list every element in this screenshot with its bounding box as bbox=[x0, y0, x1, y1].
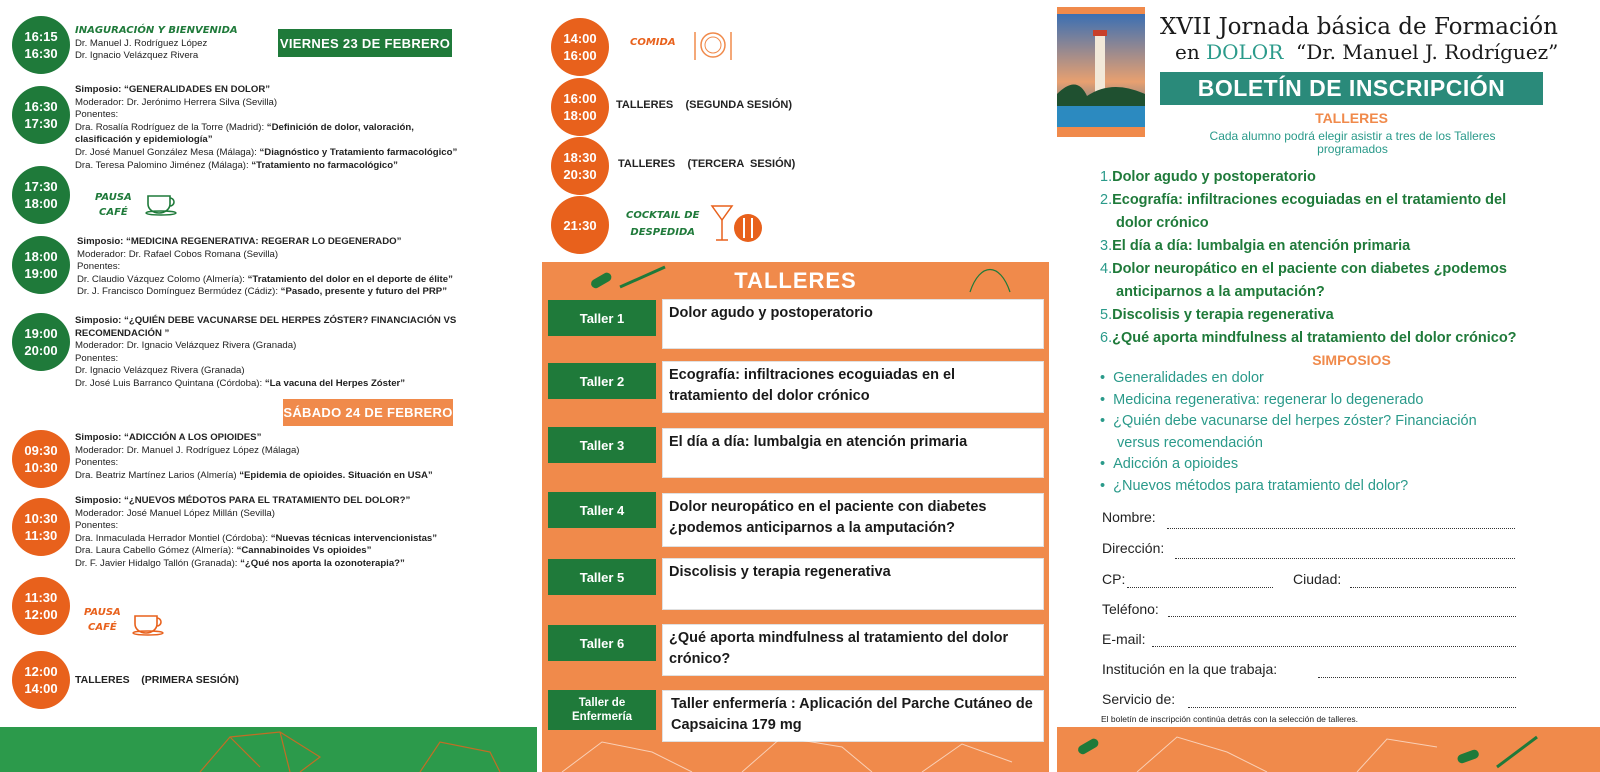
end-time: 10:30 bbox=[24, 460, 58, 475]
talk-line bbox=[75, 545, 437, 558]
decorative-pattern bbox=[1057, 727, 1600, 772]
event-title: Simposio: “GENERALIDADES EN DOLOR” bbox=[75, 84, 271, 95]
start-time: 14:00 bbox=[563, 31, 597, 46]
header-dr: “Dr. Manuel J. Rodríguez” bbox=[1283, 40, 1559, 64]
time-bubble bbox=[12, 313, 70, 371]
item-text-cont: versus recomendación bbox=[1117, 434, 1263, 451]
registration-banner: BOLETÍN DE INSCRIPCIÓN bbox=[1160, 72, 1543, 105]
end-time: 12:00 bbox=[24, 607, 58, 622]
list-item: • ¿Quién debe vacunarse del herpes zóster? Financiación bbox=[1100, 413, 1477, 429]
note-line: programados bbox=[1317, 142, 1388, 156]
end-time: 20:00 bbox=[24, 343, 58, 358]
item-number: 4. bbox=[1100, 261, 1113, 277]
cp-label: CP: bbox=[1102, 571, 1126, 587]
start-time: 18:00 bbox=[24, 249, 58, 264]
talleres-note bbox=[1145, 130, 1560, 156]
start-time: 18:30 bbox=[563, 150, 597, 165]
event-block bbox=[77, 236, 453, 299]
speaker: Dra. Inmaculada Herrador Montiel (Córdoba): bbox=[75, 532, 271, 544]
event-line: Moderador: Dr. Ignacio Velázquez Rivera (Granada) bbox=[75, 340, 297, 352]
taller-description: Taller enfermería : Aplicación del Parche Cutáneo de Capsaicina 179 mg bbox=[662, 690, 1044, 742]
saturday-banner: SÁBADO 24 DE FEBRERO bbox=[283, 399, 453, 426]
event-title: INAGURACIÓN Y BIENVENIDA bbox=[75, 25, 238, 36]
time-bubble bbox=[12, 430, 70, 488]
time-bubble bbox=[551, 137, 609, 195]
event-title-cont: RECOMENDACIÓN ” bbox=[75, 327, 170, 339]
event-line: Ponentes: bbox=[75, 520, 119, 532]
talk-line bbox=[77, 274, 453, 287]
list-item bbox=[1100, 166, 1517, 189]
talk-title: “Tratamiento no farmacológico” bbox=[251, 159, 398, 171]
start-time: 16:00 bbox=[563, 91, 597, 106]
taller-label: Taller de Enfermería bbox=[548, 690, 656, 730]
item-number: 5. bbox=[1100, 307, 1113, 323]
item-number: 2. bbox=[1100, 192, 1113, 208]
pause-word: PAUSA bbox=[95, 192, 132, 203]
event-line: Moderador: José Manuel López Millán (Sevilla) bbox=[75, 507, 275, 519]
address-label: Dirección: bbox=[1102, 540, 1165, 556]
talk-line bbox=[77, 286, 453, 299]
cocktail-word: COCKTAIL DE bbox=[626, 210, 700, 221]
item-text: ¿Qué aporta mindfulness al tratamiento del dolor crónico? bbox=[1112, 330, 1517, 346]
service-label: Servicio de: bbox=[1102, 691, 1176, 707]
time-bubble bbox=[551, 18, 609, 76]
talk-title: clasificación y epidemiología” bbox=[75, 134, 213, 146]
taller-label: Taller 4 bbox=[548, 492, 656, 528]
decorative-pattern bbox=[0, 727, 537, 772]
event-line: Moderador: Dr. Rafael Cobos Romana (Sevilla) bbox=[77, 248, 279, 260]
header-en: en bbox=[1175, 40, 1207, 64]
service-field[interactable] bbox=[1188, 707, 1516, 708]
name-label: Nombre: bbox=[1102, 509, 1156, 525]
event-block bbox=[75, 84, 457, 172]
talk-title: “La vacuna del Herpes Zóster” bbox=[264, 377, 406, 389]
phone-field[interactable] bbox=[1168, 616, 1516, 617]
talk-title: “Tratamiento del dolor en el deporte de élite” bbox=[247, 273, 453, 285]
start-time: 12:00 bbox=[24, 664, 58, 679]
cocktail-label bbox=[626, 207, 699, 241]
list-item bbox=[1100, 304, 1517, 327]
coffee-break-label bbox=[84, 605, 121, 635]
talk-line bbox=[75, 470, 433, 483]
simposios-heading: SIMPOSIOS bbox=[1312, 352, 1391, 368]
event-line: Dr. Ignacio Velázquez Rivera bbox=[75, 50, 199, 62]
footnote: El boletín de inscripción continúa detrás con la selección de talleres. bbox=[1101, 714, 1359, 724]
taller-description: Ecografía: infiltraciones ecoguiadas en el tratamiento del dolor crónico bbox=[662, 361, 1044, 413]
lunch-label: COMIDA bbox=[630, 37, 676, 48]
list-item bbox=[1100, 327, 1517, 350]
talk-line bbox=[75, 533, 437, 546]
taller-description: Dolor agudo y postoperatorio bbox=[662, 299, 1044, 349]
list-item bbox=[1100, 258, 1517, 281]
talk-title: “Nuevas técnicas intervencionistas” bbox=[270, 532, 438, 544]
event-block bbox=[75, 315, 456, 391]
list-item bbox=[1100, 235, 1517, 258]
end-time: 19:00 bbox=[24, 266, 58, 281]
time-bubble bbox=[12, 166, 70, 224]
event-line: Moderador: Dr. Manuel J. Rodríguez López (Málaga) bbox=[75, 444, 300, 456]
item-text: Dolor neuropático en el paciente con diabetes ¿podemos bbox=[1112, 261, 1507, 277]
talk-title: “Epidemia de opioides. Situación en USA” bbox=[239, 469, 433, 481]
event-line: Moderador: Dr. Jerónimo Herrera Silva (Sevilla) bbox=[75, 96, 278, 108]
event-title: Simposio: “ADICCIÓN A LOS OPIOIDES” bbox=[75, 432, 262, 443]
start-time: 21:30 bbox=[563, 217, 597, 233]
speaker: Dra. Beatriz Martínez Larios (Almería) bbox=[75, 469, 240, 481]
talk-line bbox=[75, 558, 437, 571]
time-bubble bbox=[12, 577, 70, 635]
pause-word: PAUSA bbox=[84, 607, 121, 618]
talk-title: “Cannabinoides Vs opioides” bbox=[236, 545, 372, 557]
speaker: Dr. J. Francisco Domínguez Bermúdez (Cádiz): bbox=[77, 286, 281, 298]
capsule-icon bbox=[1456, 748, 1480, 764]
item-text-cont: dolor crónico bbox=[1116, 215, 1209, 231]
end-time: 18:00 bbox=[563, 108, 597, 123]
taller-description: Dolor neuropático en el paciente con diabetes ¿podemos anticiparnos a la amputación? bbox=[662, 493, 1044, 547]
coffee-break-label bbox=[95, 190, 132, 220]
start-time: 16:30 bbox=[24, 99, 58, 114]
speaker: Dr. José Manuel González Mesa (Málaga): bbox=[75, 146, 260, 158]
event-line: Ponentes: bbox=[75, 109, 119, 121]
footer-stripe bbox=[0, 727, 537, 772]
talk-title: “Diagnóstico y Tratamiento farmacológico” bbox=[259, 146, 458, 158]
end-time: 17:30 bbox=[24, 116, 58, 131]
event-title: Simposio: “MEDICINA REGENERATIVA: REGERAR LO DEGENERADO” bbox=[77, 236, 402, 247]
footer-stripe bbox=[1057, 727, 1600, 772]
header-title: XVII Jornada básica de Formación bbox=[1160, 14, 1558, 40]
start-time: 10:30 bbox=[24, 511, 58, 526]
phone-label: Teléfono: bbox=[1102, 601, 1159, 617]
friday-banner: VIERNES 23 DE FEBRERO bbox=[278, 29, 452, 57]
item-number: 1. bbox=[1100, 169, 1113, 185]
talk-title: “Pasado, presente y futuro del PRP” bbox=[280, 286, 448, 298]
city-label: Ciudad: bbox=[1293, 571, 1342, 587]
item-text: Dolor agudo y postoperatorio bbox=[1112, 169, 1316, 185]
name-field[interactable] bbox=[1167, 528, 1515, 529]
talk-line bbox=[75, 160, 457, 173]
talleres-heading: TALLERES bbox=[1315, 110, 1388, 126]
taller-label: Taller 6 bbox=[548, 625, 656, 661]
item-text: Medicina regenerativa: regenerar lo degenerado bbox=[1113, 391, 1424, 408]
cafe-word: CAFÉ bbox=[99, 207, 128, 218]
cafe-word: CAFÉ bbox=[88, 622, 117, 633]
taller-label: Taller 2 bbox=[548, 363, 656, 399]
institution-label: Institución en la que trabaja: bbox=[1102, 661, 1278, 677]
taller-label: Taller 1 bbox=[548, 300, 656, 336]
speaker: Dr. F. Javier Hidalgo Tallón (Granada): bbox=[75, 557, 241, 569]
speaker: Dr. José Luis Barranco Quintana (Córdoba): bbox=[75, 377, 265, 389]
start-time: 11:30 bbox=[24, 590, 58, 605]
taller-label: Taller 5 bbox=[548, 559, 656, 595]
despedida-word: DESPEDIDA bbox=[630, 227, 695, 238]
time-bubble bbox=[12, 236, 70, 294]
speaker: Dra. Rosalía Rodríguez de la Torre (Madrid): bbox=[75, 121, 267, 133]
end-time: 11:30 bbox=[24, 528, 58, 543]
talleres-list bbox=[1100, 166, 1517, 350]
item-text: Discolisis y terapia regenerativa bbox=[1112, 307, 1334, 323]
plate-cutlery-icon bbox=[690, 28, 736, 62]
time-bubble bbox=[12, 16, 70, 74]
talk-line bbox=[75, 378, 456, 391]
talleres-title: TALLERES bbox=[734, 268, 857, 293]
taller-description: El día a día: lumbalgia en atención primaria bbox=[662, 428, 1044, 478]
talk-line bbox=[75, 147, 457, 160]
end-time: 16:30 bbox=[24, 46, 58, 61]
lighthouse-photo bbox=[1057, 14, 1145, 127]
time-bubble bbox=[12, 498, 70, 556]
end-time: 14:00 bbox=[24, 681, 58, 696]
decorative-pattern bbox=[542, 732, 1049, 772]
start-time: 09:30 bbox=[24, 443, 58, 458]
syringe-icon bbox=[1497, 737, 1537, 767]
cp-field[interactable] bbox=[1127, 587, 1273, 588]
event-block bbox=[75, 432, 433, 482]
speaker: Dr. Claudio Vázquez Colomo (Almería): bbox=[77, 273, 248, 285]
item-text: Adicción a opioides bbox=[1113, 456, 1239, 472]
item-number: 6. bbox=[1100, 330, 1113, 346]
end-time: 20:30 bbox=[563, 167, 597, 182]
event-title: Simposio: “¿NUEVOS MÉDOTOS PARA EL TRATAMIENTO DEL DOLOR?” bbox=[75, 495, 411, 506]
taller-label: Taller 3 bbox=[548, 427, 656, 463]
time-bubble bbox=[551, 78, 609, 136]
taller-description: ¿Qué aporta mindfulness al tratamiento del dolor crónico? bbox=[662, 624, 1044, 676]
list-item: • Medicina regenerativa: regenerar lo degenerado bbox=[1100, 391, 1424, 408]
time-bubble bbox=[12, 651, 70, 709]
cocktail-icon bbox=[708, 200, 768, 250]
event-block bbox=[75, 25, 238, 63]
coffee-cup-icon bbox=[132, 610, 168, 636]
item-number: 3. bbox=[1100, 238, 1113, 254]
time-bubble bbox=[551, 196, 609, 254]
session-label: TALLERES (TERCERA SESIÓN) bbox=[618, 158, 796, 170]
list-item: • Adicción a opioides bbox=[1100, 456, 1239, 472]
item-text: Ecografía: infiltraciones ecoguiadas en el tratamiento del bbox=[1112, 192, 1507, 208]
city-field[interactable] bbox=[1350, 587, 1516, 588]
taller-description: Discolisis y terapia regenerativa bbox=[662, 558, 1044, 610]
end-time: 18:00 bbox=[24, 196, 58, 211]
item-text: El día a día: lumbalgia en atención primaria bbox=[1112, 238, 1411, 254]
speaker: Dra. Laura Cabello Gómez (Almería): bbox=[75, 545, 237, 557]
simposios-list bbox=[1100, 368, 1477, 497]
start-time: 17:30 bbox=[24, 179, 58, 194]
event-line: Ponentes: bbox=[75, 352, 119, 364]
header-dolor: DOLOR bbox=[1206, 40, 1284, 64]
event-line: Dr. Manuel J. Rodríguez López bbox=[75, 37, 208, 49]
item-text-cont: anticiparnos a la amputación? bbox=[1116, 284, 1325, 300]
email-label: E-mail: bbox=[1102, 631, 1146, 647]
event-line: Dr. Ignacio Velázquez Rivera (Granada) bbox=[75, 365, 245, 377]
event-title: TALLERES (PRIMERA SESIÓN) bbox=[75, 674, 239, 686]
event-block bbox=[75, 674, 239, 687]
note-line: Cada alumno podrá elegir asistir a tres de los Talleres bbox=[1209, 129, 1496, 143]
talk-line bbox=[75, 122, 457, 135]
list-item: • ¿Nuevos métodos para tratamiento del dolor? bbox=[1100, 477, 1409, 494]
address-field[interactable] bbox=[1175, 558, 1515, 559]
speaker: Dra. Teresa Palomino Jiménez (Málaga): bbox=[75, 159, 252, 171]
list-item bbox=[1100, 189, 1517, 212]
event-block bbox=[75, 495, 437, 571]
start-time: 16:15 bbox=[24, 29, 58, 44]
event-line: Ponentes: bbox=[75, 457, 119, 469]
event-title: Simposio: “¿QUIÉN DEBE VACUNARSE DEL HERPES ZÓSTER? FINANCIACIÓN VS bbox=[75, 315, 457, 326]
end-time: 16:00 bbox=[563, 48, 597, 63]
item-text: Generalidades en dolor bbox=[1113, 370, 1264, 386]
talk-title: “¿Qué nos aporta la ozonoterapia?” bbox=[240, 557, 405, 569]
time-bubble bbox=[12, 86, 70, 144]
list-item: • Generalidades en dolor bbox=[1100, 370, 1264, 386]
start-time: 19:00 bbox=[24, 326, 58, 341]
talk-title: “Definición de dolor, valoración, bbox=[266, 121, 414, 133]
session-label: TALLERES (SEGUNDA SESIÓN) bbox=[616, 99, 793, 111]
coffee-cup-icon bbox=[145, 190, 181, 216]
email-field[interactable] bbox=[1152, 646, 1516, 647]
item-text: ¿Nuevos métodos para tratamiento del dolor? bbox=[1113, 477, 1409, 494]
institution-field[interactable] bbox=[1318, 677, 1516, 678]
event-line: Ponentes: bbox=[77, 261, 121, 273]
talk-line bbox=[75, 134, 457, 147]
item-text: ¿Quién debe vacunarse del herpes zóster? Financiación bbox=[1113, 413, 1477, 429]
capsule-icon bbox=[1076, 737, 1100, 756]
header-subtitle bbox=[1175, 40, 1558, 64]
